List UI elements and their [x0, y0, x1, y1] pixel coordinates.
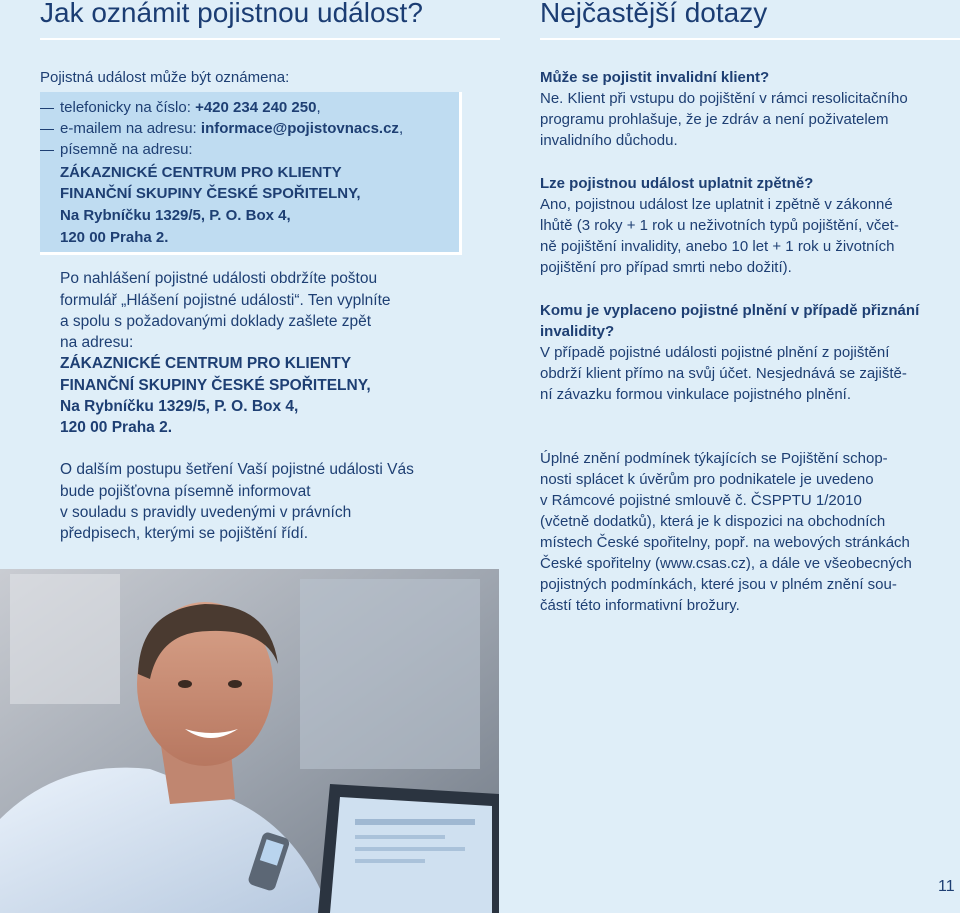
para2-line: předpisech, kterými se pojištění řídí. — [60, 525, 309, 542]
left-heading-divider — [40, 38, 500, 40]
footer-note-line: nosti splácet k úvěrům pro podnikatele je uvedeno — [540, 471, 874, 488]
intro-text: Pojistná událost může být oznámena: — [40, 69, 290, 86]
para1-address-line: ZÁKAZNICKÉ CENTRUM PRO KLIENTY — [60, 355, 352, 372]
left-heading: Jak oznámit pojistnou událost? — [40, 0, 423, 28]
dash-icon — [40, 150, 54, 151]
phone-number[interactable]: +420 234 240 250 — [195, 99, 317, 116]
faq-answer-line: V případě pojistné události pojistné plnění z pojištění — [540, 344, 890, 361]
faq-question: Lze pojistnou událost uplatnit zpětně? — [540, 175, 814, 192]
footer-note-line: v Rámcové pojistné smlouvě č. ČSPPTU 1/2010 — [540, 492, 862, 509]
address-line: ZÁKAZNICKÉ CENTRUM PRO KLIENTY — [60, 164, 342, 181]
para1-line: a spolu s požadovanými doklady zašlete zpět — [60, 313, 372, 330]
footer-note-line: pojistných podmínkách, které jsou v plném znění sou- — [540, 576, 897, 593]
faq-question: invalidity? — [540, 323, 615, 340]
faq-answer-line: ně pojištění invalidity, anebo 10 let + 1 rok u životních — [540, 238, 895, 255]
footer-note-line: Úplné znění podmínek týkajících se Pojištění schop- — [540, 450, 888, 467]
para1-line: na adresu: — [60, 334, 134, 351]
office-photo — [0, 569, 499, 913]
footer-note-line: České spořitelny (www.csas.cz), a dále ve všeobecných — [540, 555, 912, 572]
email-link[interactable]: informace@pojistovnacs.cz — [200, 120, 399, 137]
address-line: Na Rybníčku 1329/5, P. O. Box 4, — [60, 207, 291, 224]
right-heading: Nejčastější dotazy — [540, 0, 768, 28]
right-heading-divider — [540, 38, 960, 40]
faq-answer-line: Ne. Klient při vstupu do pojištění v rámci resolicitačního — [540, 90, 908, 107]
para2-line: v souladu s pravidly uvedenými v právních — [60, 504, 352, 521]
faq-answer-line: lhůtě (3 roky + 1 rok u neživotních typů pojištění, včet- — [540, 217, 899, 234]
post-label: písemně na adresu: — [60, 141, 193, 158]
phone-line: telefonicky na číslo: +420 234 240 250, — [60, 99, 321, 116]
para2-line: bude pojišťovna písemně informovat — [60, 483, 311, 500]
address-line: 120 00 Praha 2. — [60, 229, 169, 246]
photo-illustration — [0, 569, 499, 913]
faq-answer-line: Ano, pojistnou událost lze uplatnit i zpětně v zákonné — [540, 196, 893, 213]
faq-question: Může se pojistit invalidní klient? — [540, 69, 770, 86]
faq-answer-line: pojištění pro případ smrti nebo dožití). — [540, 259, 792, 276]
email-line: e-mailem na adresu: informace@pojistovnacs.cz, — [60, 120, 404, 137]
faq-question: Komu je vyplaceno pojistné plnění v případě přiznání — [540, 302, 920, 319]
para1-address-line: FINANČNÍ SKUPINY ČESKÉ SPOŘITELNY, — [60, 377, 371, 394]
para1-line: Po nahlášení pojistné události obdržíte poštou — [60, 270, 378, 287]
faq-answer-line: programu prohlašuje, že je zdráv a není poživatelem — [540, 111, 889, 128]
footer-note-line: (včetně dodatků), která je k dispozici na obchodních — [540, 513, 886, 530]
faq-answer-line: ní závazku formou vinkulace pojistného plnění. — [540, 386, 852, 403]
faq-answer-line: obdrží klient přímo na svůj účet. Nesjednává se zajiště- — [540, 365, 907, 382]
dash-icon — [40, 129, 54, 130]
contact-box — [40, 92, 462, 255]
address-line: FINANČNÍ SKUPINY ČESKÉ SPOŘITELNY, — [60, 185, 361, 202]
footer-note-line: místech České spořitelny, popř. na webových stránkách — [540, 534, 910, 551]
para1-line: formulář „Hlášení pojistné události“. Ten vyplníte — [60, 292, 391, 309]
para1-address-line: Na Rybníčku 1329/5, P. O. Box 4, — [60, 398, 299, 415]
para2-line: O dalším postupu šetření Vaší pojistné události Vás — [60, 461, 414, 478]
faq-answer-line: invalidního důchodu. — [540, 132, 678, 149]
page-number: 11 — [938, 878, 955, 895]
para1-address-line: 120 00 Praha 2. — [60, 419, 173, 436]
footer-note-line: částí této informativní brožury. — [540, 597, 740, 614]
dash-icon — [40, 108, 54, 109]
